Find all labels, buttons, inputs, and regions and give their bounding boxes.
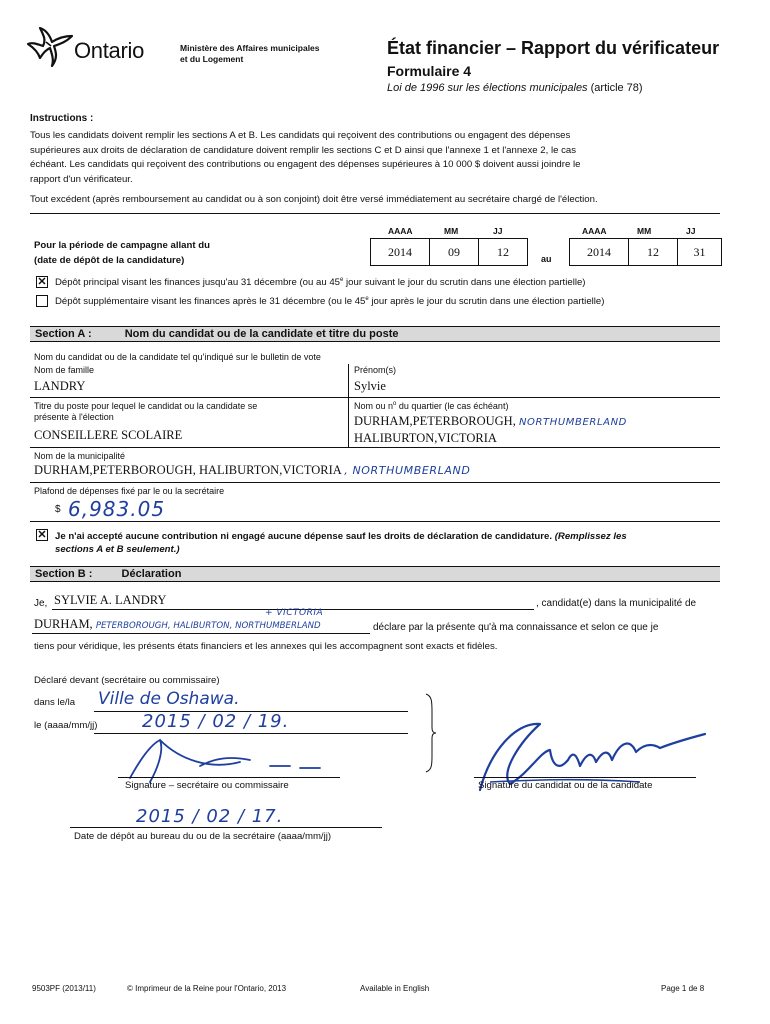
to-year-field[interactable]: 2014 (569, 238, 629, 266)
sworn-in-field[interactable]: Ville de Oshawa. (98, 689, 240, 709)
office-label-2: présente à l'élection (34, 412, 114, 422)
declarant-name-field[interactable]: SYLVIE A. LANDRY (54, 593, 167, 607)
section-a-header: Section A : Nom du candidat ou de la candidate et titre du poste (30, 326, 720, 342)
form-code: 9503PF (2013/11) (32, 984, 96, 993)
period-to-label: au (541, 254, 552, 264)
municipality-insert: + VICTORIA (265, 608, 324, 618)
candidate-signature-label: Signature du candidat ou de la candidate (478, 780, 653, 791)
currency-symbol: $ (55, 504, 61, 515)
spending-limit-label: Plafond de dépenses fixé par le ou la secrétaire (34, 486, 225, 496)
no-contribution-text: Je n'ai accepté aucune contribution ni engagé aucune dépense sauf les droits de déclaration de candidature. (Remplissez les sections A et B seulement.) (55, 531, 627, 555)
to-year-header: AAAA (582, 226, 607, 236)
ward-field-line-2[interactable]: HALIBURTON,VICTORIA (354, 431, 497, 445)
declaration-municipality-field[interactable]: DURHAM, PETERBOROUGH, HALIBURTON, NORTHUMBERLAND (34, 617, 321, 631)
page-number: Page 1 de 8 (661, 984, 705, 993)
sworn-date-label: le (aaaa/mm/jj) (34, 720, 98, 731)
logo-wordmark: Ontario (74, 38, 145, 63)
from-day-header: JJ (493, 226, 503, 236)
given-name-field[interactable]: Sylvie (354, 379, 386, 393)
section-b-header: Section B : Déclaration (30, 566, 720, 582)
office-label-1: Titre du poste pour lequel le candidat ou la candidate se (34, 401, 258, 411)
copyright-notice: © Imprimeur de la Reine pour l'Ontario, 2013 (127, 984, 287, 993)
instructions-heading: Instructions : (30, 113, 94, 124)
form-title: État financier – Rapport du vérificateur (387, 38, 720, 58)
filing-date-field[interactable]: 2015 / 02 / 17. (136, 806, 284, 827)
municipality-field[interactable]: DURHAM,PETERBOROUGH, HALIBURTON,VICTORIA , NORTHUMBERLAND (34, 463, 471, 477)
candidate-name-intro: Nom du candidat ou de la candidate tel qu'indiqué sur le bulletin de vote (34, 352, 321, 362)
law-reference: Loi de 1996 sur les élections municipales (article 78) (387, 82, 643, 94)
municipality-label: Nom de la municipalité (34, 451, 126, 461)
given-name-label: Prénom(s) (354, 365, 397, 375)
ward-field[interactable]: DURHAM,PETERBOROUGH, NORTHUMBERLAND (354, 414, 627, 428)
to-month-field[interactable]: 12 (628, 238, 678, 266)
to-month-header: MM (637, 226, 652, 236)
from-year-field[interactable]: 2014 (370, 238, 430, 266)
from-month-field[interactable]: 09 (429, 238, 479, 266)
ward-label: Nom ou $n^o$ du quartier (le cas échéant) (354, 401, 509, 411)
declaration-text-2: tiens pour véridique, les présents états financiers et les annexes qui les accompagnent sont exacts et fidèles. (34, 641, 498, 652)
surplus-instruction: Tout excédent (après remboursement au candidat ou à son conjoint) doit être versé immédiatement au secrétaire chargé de l'élection. (30, 194, 598, 205)
filing-date-label: Date de dépôt au bureau du ou de la secrétaire (aaaa/mm/jj) (74, 831, 332, 842)
to-day-header: JJ (686, 226, 696, 236)
from-day-field[interactable]: 12 (478, 238, 528, 266)
clerk-signature-label: Signature – secrétaire ou commissaire (125, 780, 289, 791)
sworn-before-label: Déclaré devant (secrétaire ou commissaire) (34, 675, 220, 686)
ministry-line-2: et du Logement (180, 54, 244, 64)
sworn-date-field[interactable]: 2015 / 02 / 19. (142, 711, 290, 732)
office-field[interactable]: CONSEILLERE SCOLAIRE (34, 428, 183, 442)
form-number: Formulaire 4 (387, 63, 472, 79)
instructions-paragraph: Tous les candidats doivent remplir les sections A et B. Les candidats qui reçoivent des contributions ou engagent des dépenses supérieures aux droits de déclaration de candidature doivent remplir les sections C et D ainsi que l'annexe 1 et l'annexe 2, le cas échéant. Les candidats qui reçoivent des contributions ou engagent des dépenses supérieures à 10 000 $ doivent aussi joindre le rapport d'un vérificateur. (30, 130, 581, 185)
from-year-header: AAAA (388, 226, 413, 236)
to-day-field[interactable]: 31 (677, 238, 722, 266)
spending-limit-field[interactable]: 6,983.05 (68, 497, 166, 521)
candidate-in-label: , candidat(e) dans la municipalité de (536, 598, 697, 609)
primary-filing-checkbox[interactable]: ✕ (37, 276, 47, 288)
ministry-line-1: Ministère des Affaires municipales (180, 43, 320, 53)
primary-filing-label: Dépôt principal visant les finances jusqu'au 31 décembre (ou au 45e jour suivant le jour du scrutin dans une élection partielle) (55, 277, 586, 289)
surname-field[interactable]: LANDRY (34, 379, 86, 393)
declaration-je: Je, (34, 598, 48, 609)
period-label-2: (date de dépôt de la candidature) (34, 255, 185, 266)
available-in-english-link[interactable]: Available in English (360, 984, 430, 993)
supplementary-filing-label: Dépôt supplémentaire visant les finances après le 31 décembre (ou le 45e jour après le jour du scrutin dans une élection partielle) (55, 296, 605, 308)
declaration-text-1: déclare par la présente qu'à ma connaissance et selon ce que je (373, 622, 659, 633)
supplementary-filing-checkbox[interactable] (36, 295, 48, 307)
bracket-divider (424, 692, 438, 774)
sworn-in-label: dans le/la (34, 697, 76, 708)
period-label-1: Pour la période de campagne allant du (34, 240, 210, 251)
surname-label: Nom de famille (34, 365, 95, 375)
no-contribution-checkbox[interactable]: ✕ (37, 529, 47, 541)
from-month-header: MM (444, 226, 459, 236)
